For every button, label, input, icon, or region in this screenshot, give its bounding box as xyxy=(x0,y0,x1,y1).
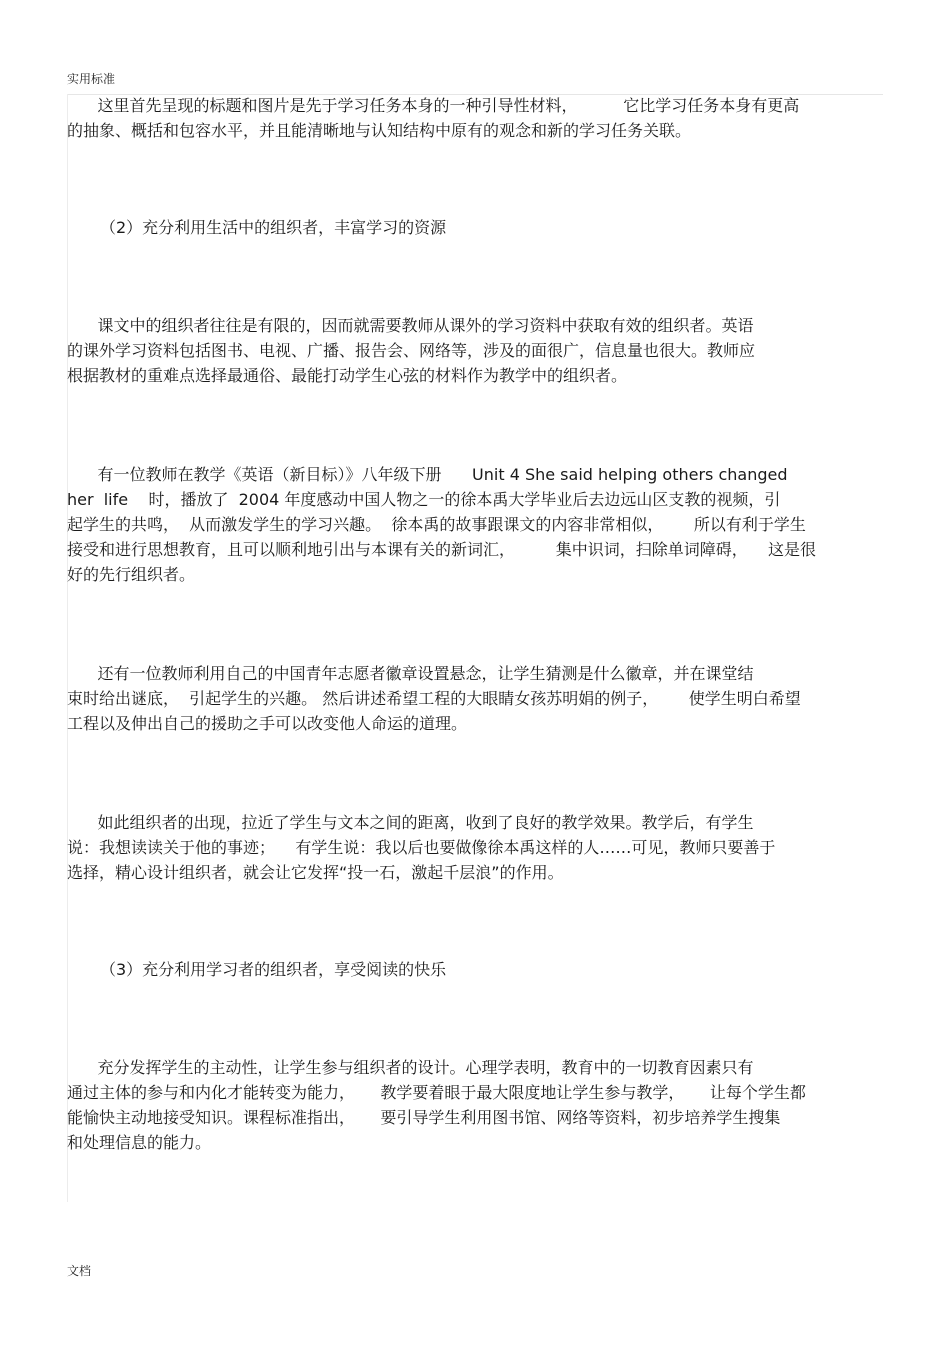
text-line: 接受和进行思想教育，且可以顺利地引出与本课有关的新词汇， 集中识词，扫除单词障碍， 这是很 xyxy=(67,540,817,559)
text-line: 如此组织者的出现，拉近了学生与文本之间的距离，收到了良好的教学效果。教学后，有学生 xyxy=(67,813,754,832)
text-line: 束时给出谜底， 引起学生的兴趣。 然后讲述希望工程的大眼睛女孩苏明娟的例子， 使学生明白希望 xyxy=(67,689,801,708)
text-line: 充分发挥学生的主动性，让学生参与组织者的设计。心理学表明，教育中的一切教育因素只有 xyxy=(67,1058,754,1077)
text-line: 这里首先呈现的标题和图片是先于学习任务本身的一种引导性材料， 它比学习任务本身有更高 xyxy=(67,96,800,115)
text-line: 和处理信息的能力。 xyxy=(67,1133,212,1152)
paragraph-4 xyxy=(67,661,883,736)
text-line: 起学生的共鸣， 从而激发学生的学习兴趣。 徐本禹的故事跟课文的内容非常相似， 所以有利于学生 xyxy=(67,515,806,534)
text-line: 工程以及伸出自己的援助之手可以改变他人命运的道理。 xyxy=(67,714,468,733)
paragraph-1 xyxy=(67,93,883,143)
text-line: 的课外学习资料包括图书、电视、广播、报告会、网络等，涉及的面很广，信息量也很大。教师应 xyxy=(67,341,756,360)
left-rule xyxy=(67,94,68,1202)
paragraph-6 xyxy=(67,1055,883,1155)
section-heading-2: （2）充分利用生活中的组织者，丰富学习的资源 xyxy=(100,218,447,237)
section-heading-3: （3）充分利用学习者的组织者，享受阅读的快乐 xyxy=(100,960,447,979)
text-line: 通过主体的参与和内化才能转变为能力， 教学要着眼于最大限度地让学生参与教学， 让每个学生都 xyxy=(67,1083,806,1102)
text-line: 能愉快主动地接受知识。课程标准指出， 要引导学生利用图书馆、网络等资料，初步培养学生搜集 xyxy=(67,1108,781,1127)
text-line: 还有一位教师利用自己的中国青年志愿者徽章设置悬念，让学生猜测是什么徽章，并在课堂结 xyxy=(67,664,754,683)
text-line: 说：我想读读关于他的事迹； 有学生说：我以后也要做像徐本禹这样的人……可见，教师只要善于 xyxy=(67,838,776,857)
text-line: 课文中的组织者往往是有限的，因而就需要教师从课外的学习资料中获取有效的组织者。英语 xyxy=(67,316,754,335)
text-line: 的抽象、概括和包容水平，并且能清晰地与认知结构中原有的观念和新的学习任务关联。 xyxy=(67,121,692,140)
page-header: 实用标准 xyxy=(67,72,116,86)
paragraph-2 xyxy=(67,313,883,388)
paragraph-3 xyxy=(67,462,883,587)
text-line: 好的先行组织者。 xyxy=(67,565,196,584)
text-line: 选择，精心设计组织者，就会让它发挥“投一石，激起千层浪”的作用。 xyxy=(67,863,564,882)
page-footer: 文档 xyxy=(67,1264,92,1278)
text-line: 根据教材的重难点选择最通俗、最能打动学生心弦的材料作为教学中的组织者。 xyxy=(67,366,628,385)
paragraph-5 xyxy=(67,810,883,885)
text-line: her life 时，播放了 2004 年度感动中国人物之一的徐本禹大学毕业后去边远山区支教的视频，引 xyxy=(67,490,781,509)
text-line: 有一位教师在教学《英语（新目标）》八年级下册 Unit 4 She said helping others changed xyxy=(67,465,788,484)
